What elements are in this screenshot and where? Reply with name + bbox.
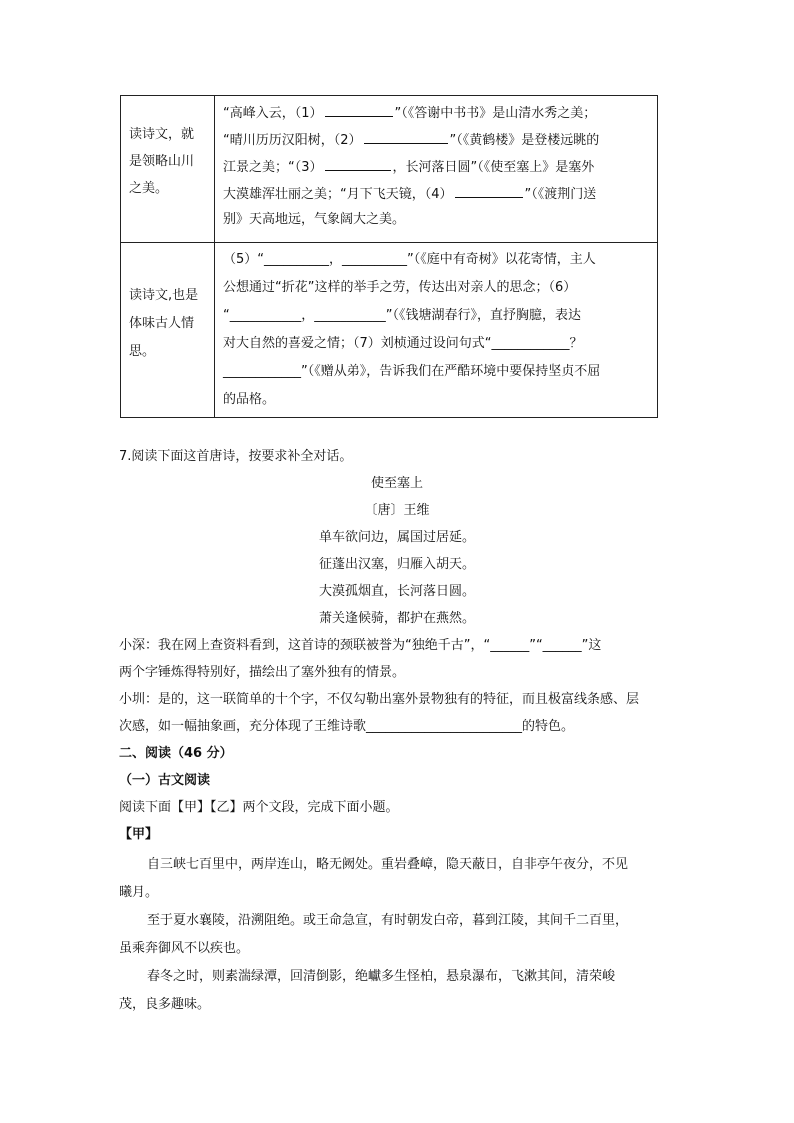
passage-line: 至于夏水襄陵，沿溯阻绝。或王命急宣，有时朝发白帝，暮到江陵，其间千二百里，	[147, 913, 629, 928]
poem-line: 征蓬出汉塞，归雁入胡天。	[318, 557, 475, 572]
answer-blank[interactable]	[325, 103, 393, 117]
row-label-cell	[121, 96, 215, 242]
subsection-heading: （一）古文阅读	[119, 773, 211, 788]
passage-line: 曦月。	[119, 885, 159, 900]
fill-line	[223, 184, 596, 204]
fill-line: 公想通过“折花”这样的举手之劳，传达出对亲人的思念；（6）	[223, 280, 577, 295]
row-label-line: 思。	[129, 344, 156, 359]
dialogue-line: 小圳：是的，这一联简单的十个字，不仅勾勒出塞外景物独有的特征，而且极富线条感、层	[119, 692, 640, 707]
line-text: 大漠雄浑壮丽之美；“月下飞天镜，（4）	[223, 187, 453, 202]
line-text: ”（《答谢中书书》是山清水秀之美；	[394, 106, 597, 121]
table-row	[121, 243, 657, 417]
line-text: “晴川历历汉阳树，（2）	[223, 133, 362, 148]
passage-line: 虽乘奔御风不以疾也。	[119, 941, 250, 956]
row-label-line: 体味古人情	[129, 316, 195, 331]
fill-line: 对大自然的喜爱之情；（7）刘桢通过设问句式“____________？	[223, 336, 583, 351]
row-label-line: 读诗文,也是	[129, 288, 199, 303]
poem-line: 大漠孤烟直，长河落日圆。	[318, 584, 475, 599]
dialogue-line: 两个字锤炼得特别好，描绘出了塞外独有的情景。	[119, 665, 406, 680]
row-content-cell	[215, 96, 657, 242]
row-label-line: 之美。	[129, 181, 169, 196]
question-prompt: 7.阅读下面这首唐诗，按要求补全对话。	[119, 449, 353, 464]
line-text: 江景之美；“（3）	[223, 160, 323, 175]
line-text: “高峰入云，（1）	[223, 106, 323, 121]
fill-line	[223, 130, 599, 150]
row-content-cell	[215, 243, 657, 417]
passage-line: 茂，良多趣味。	[119, 997, 211, 1012]
poem-author: 〔唐〕王维	[364, 503, 430, 518]
fill-line: 别》天高地远，气象阔大之美。	[223, 212, 406, 227]
passage-line: 自三峡七百里中，两岸连山，略无阙处。重岩叠嶂，隐天蔽日，自非亭午夜分，不见	[147, 857, 629, 872]
line-text: ”（《渡荆门送	[524, 187, 597, 202]
poem-title: 使至塞上	[370, 476, 423, 491]
fill-line: “___________，___________”（《钱塘湖春行》，直抒胸臆，表达	[223, 308, 581, 323]
dialogue-line: 次感，如一幅抽象画，充分体现了王维诗歌________________________的特色。	[119, 719, 575, 734]
answer-blank[interactable]	[455, 184, 523, 198]
table-row	[121, 96, 657, 243]
fill-line: （5）“__________，__________”（《庭中有奇树》以花寄情，主人	[223, 252, 596, 267]
answer-blank[interactable]	[325, 157, 391, 171]
fill-line	[223, 157, 594, 177]
passage-label: 【甲】	[119, 827, 159, 842]
row-label-cell	[121, 243, 215, 417]
poem-line: 单车欲问边，属国过居延。	[318, 530, 475, 545]
dialogue-line: 小深：我在网上查资料看到，这首诗的颈联被誉为“独绝千古”，“______”“______”这	[119, 638, 602, 653]
line-text: ，长河落日圆”（《使至塞上》是塞外	[392, 160, 595, 175]
poem-line: 萧关逢候骑，都护在燕然。	[318, 611, 475, 626]
fill-line: ____________”（《赠从弟》，告诉我们在严酷环境中要保持坚贞不屈	[223, 364, 601, 379]
fill-line	[223, 103, 596, 123]
passage-line: 春冬之时，则素湍绿潭，回清倒影，绝巘多生怪柏，悬泉瀑布，飞漱其间，清荣峻	[147, 969, 616, 984]
poetry-table	[120, 95, 658, 418]
fill-line: 的品格。	[223, 392, 276, 407]
answer-blank[interactable]	[364, 130, 448, 144]
line-text: ”（《黄鹤楼》是登楼远眺的	[449, 133, 600, 148]
row-label-line: 是领略山川	[129, 154, 195, 169]
section-heading: 二、阅读（46 分）	[119, 746, 233, 761]
instruction: 阅读下面【甲】【乙】两个文段，完成下面小题。	[119, 800, 399, 815]
row-label-line: 读诗文，就	[129, 127, 195, 142]
